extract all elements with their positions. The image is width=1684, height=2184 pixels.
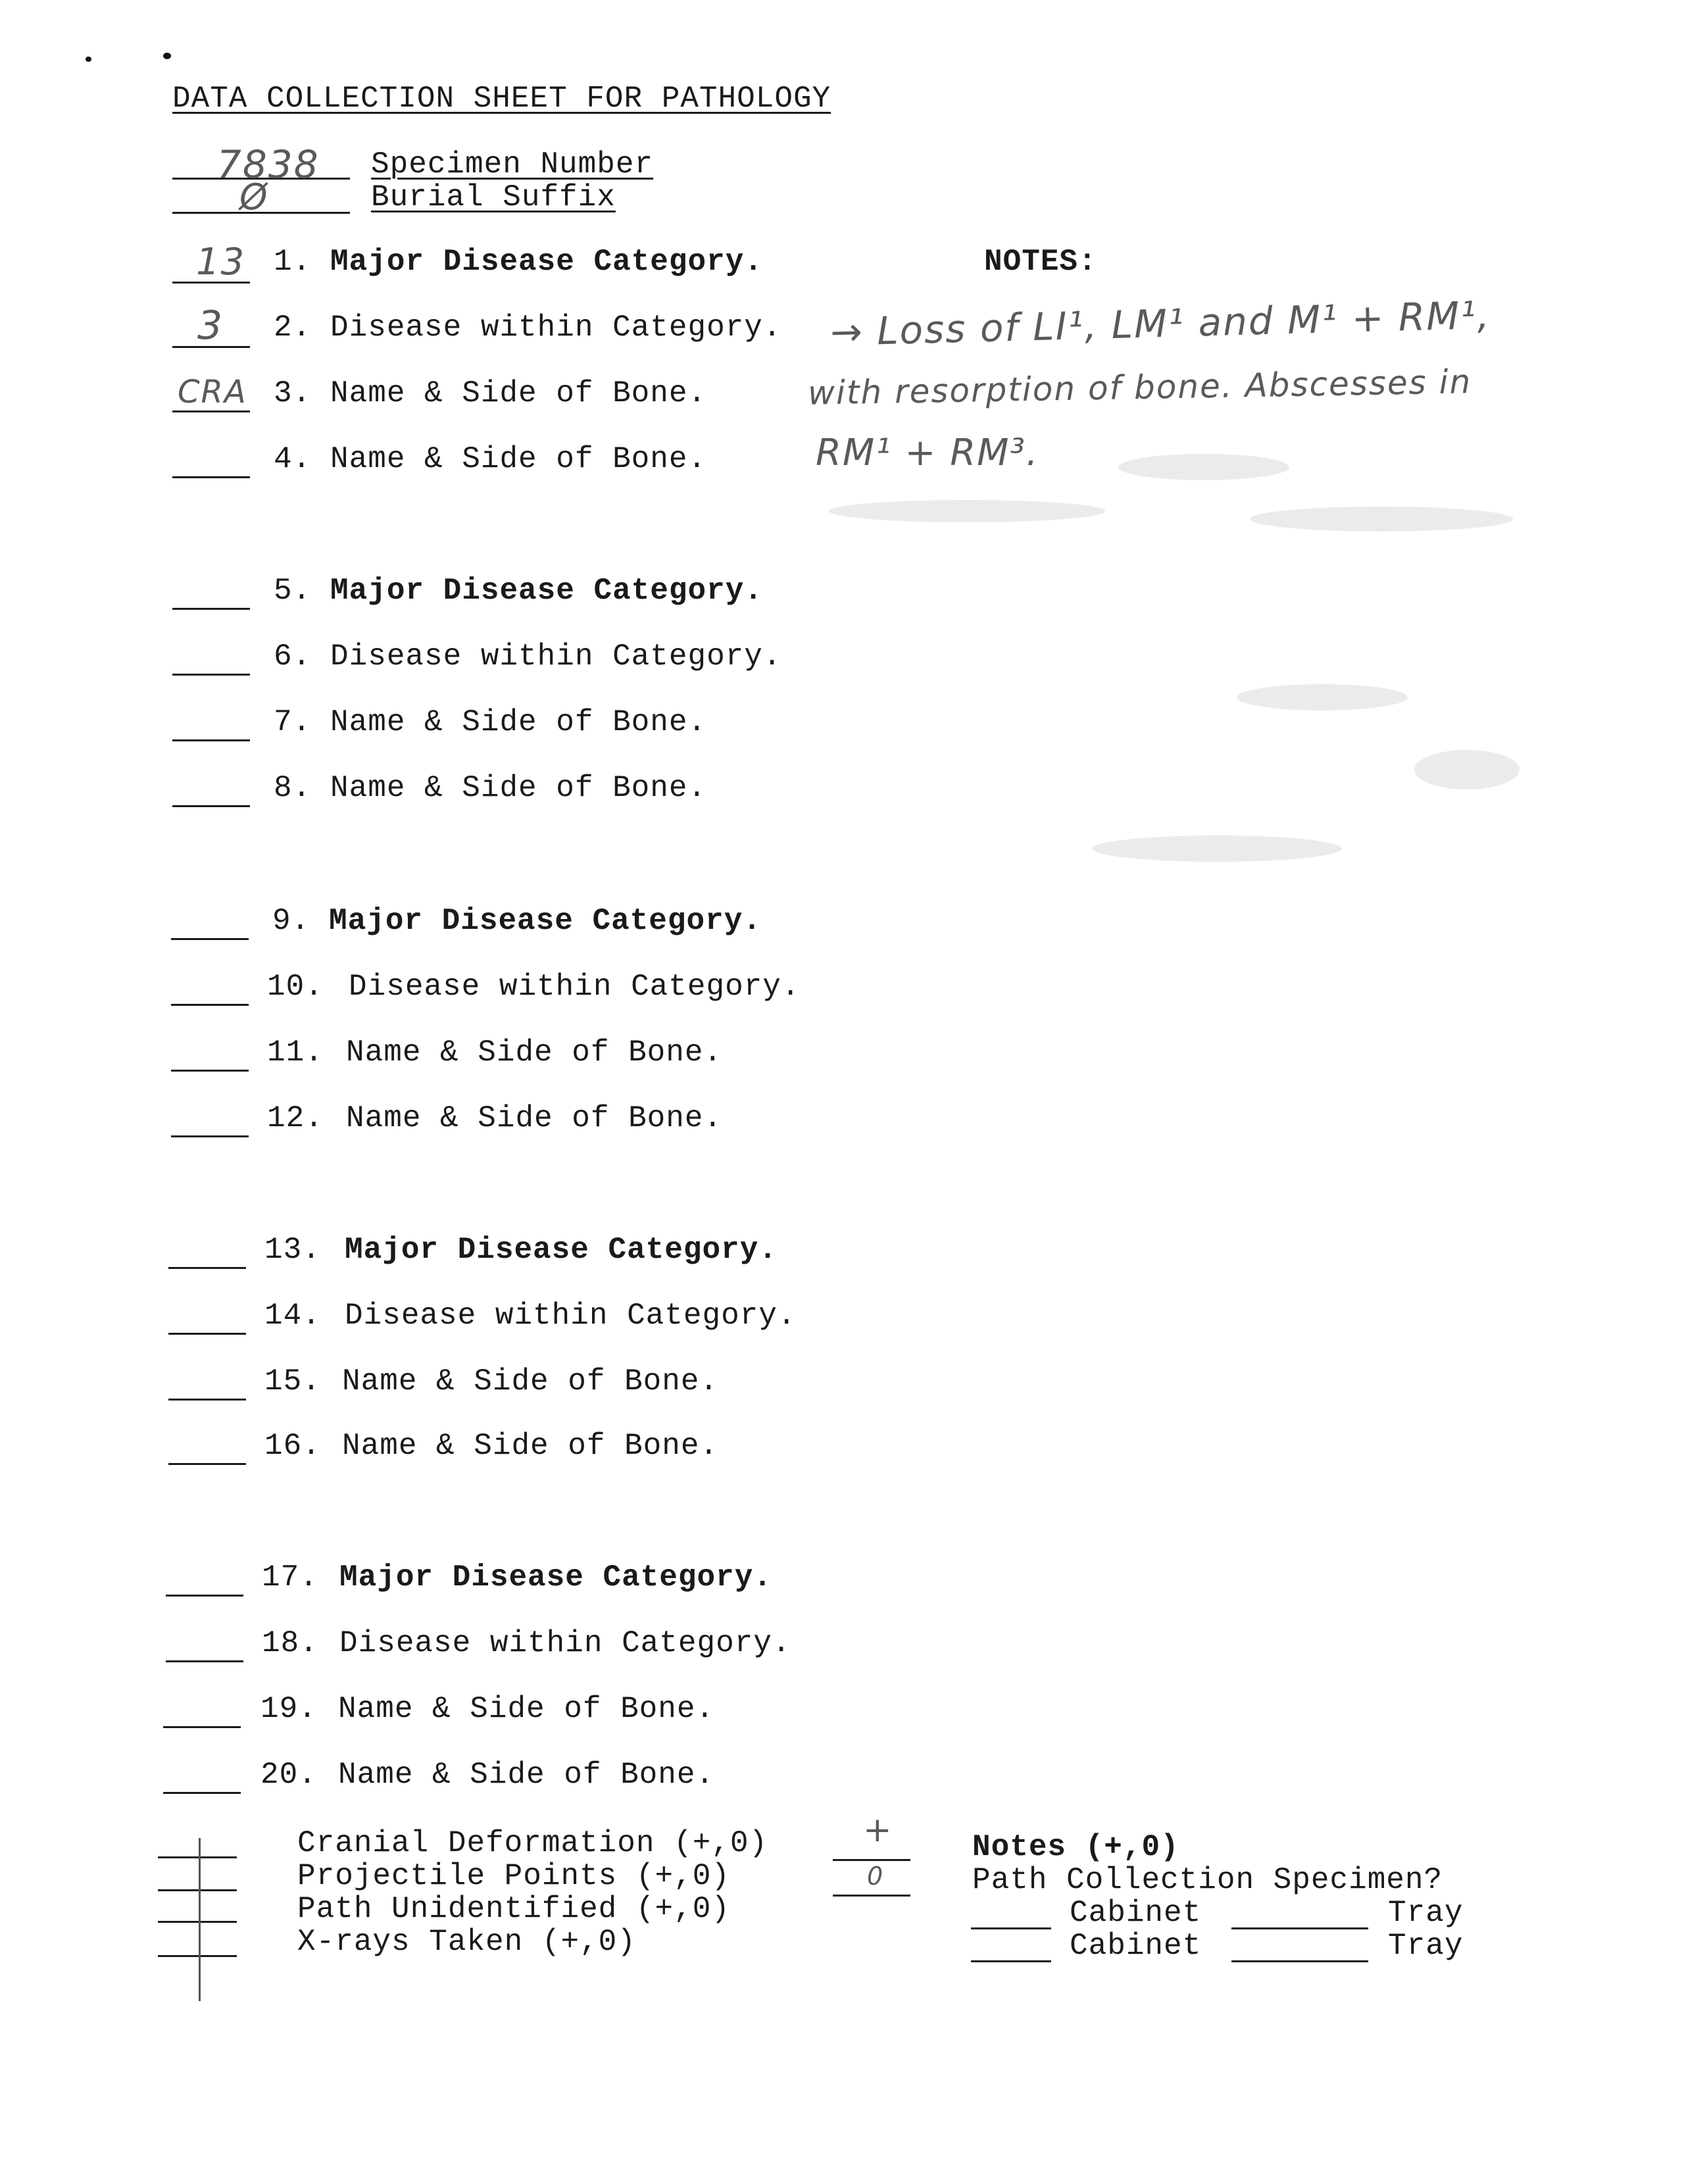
item-number: 12.	[267, 1101, 324, 1135]
item-number: 5.	[274, 574, 312, 608]
item-label: Name & Side of Bone.	[330, 705, 707, 739]
cabinet-blank[interactable]	[971, 1927, 1051, 1929]
specimen-number-value: 7838	[217, 142, 320, 187]
item-number: 16.	[264, 1429, 321, 1463]
item-blank[interactable]	[172, 608, 250, 610]
item-blank[interactable]	[168, 1333, 246, 1335]
item-label: Name & Side of Bone.	[342, 1364, 719, 1399]
item-number: 13.	[264, 1233, 321, 1267]
path-collection-check-blank[interactable]	[833, 1895, 910, 1897]
notes-check-value: +	[863, 1810, 893, 1850]
notes-check-label	[972, 1830, 1179, 1864]
check-blank[interactable]	[158, 1856, 237, 1858]
item-label: Name & Side of Bone.	[342, 1429, 719, 1463]
check-label-path-unidentified: Path Unidentified (+,0)	[297, 1892, 730, 1926]
item-number: 1.	[274, 245, 312, 279]
bleed-through-mark	[1118, 454, 1289, 480]
item-number: 19.	[260, 1692, 317, 1726]
item-number: 6.	[274, 639, 312, 674]
check-label-xrays: X-rays Taken (+,0)	[297, 1925, 636, 1959]
check-label-cranial: Cranial Deformation (+,0)	[297, 1826, 768, 1860]
bleed-through-mark	[1237, 684, 1408, 710]
tray-blank[interactable]	[1231, 1960, 1368, 1962]
item-label: Name & Side of Bone.	[330, 376, 707, 410]
check-blank[interactable]	[158, 1921, 237, 1923]
item-blank[interactable]	[172, 674, 250, 676]
tray-blank[interactable]	[1231, 1927, 1368, 1929]
item-blank[interactable]	[168, 1267, 246, 1269]
item-blank[interactable]	[166, 1660, 243, 1662]
notes-heading: NOTES:	[984, 245, 1097, 279]
handwritten-note-line-2: with resorption of bone. Abscesses in	[807, 362, 1472, 412]
item-blank[interactable]	[172, 476, 250, 478]
item-blank[interactable]	[172, 410, 250, 412]
handwritten-note-line-3: RM¹ + RM³.	[816, 432, 1039, 474]
item-number: 9.	[272, 904, 310, 938]
scan-speck	[163, 53, 171, 59]
page-title: DATA COLLECTION SHEET FOR PATHOLOGY	[172, 82, 831, 116]
item-blank[interactable]	[172, 739, 250, 741]
cabinet-blank[interactable]	[971, 1960, 1051, 1962]
check-tally-line	[199, 1838, 201, 2001]
item-blank[interactable]	[172, 805, 250, 807]
item-number: 14.	[264, 1299, 321, 1333]
item-number: 11.	[267, 1035, 324, 1070]
item-label: Major Disease Category.	[329, 904, 762, 938]
bleed-through-mark	[829, 500, 1105, 522]
item-number: 7.	[274, 705, 312, 739]
path-collection-check-value: 0	[867, 1862, 885, 1891]
bleed-through-mark	[1092, 835, 1342, 862]
bleed-through-mark	[1250, 507, 1513, 532]
item-label: Disease within Category.	[349, 970, 801, 1004]
item-number: 4.	[274, 442, 312, 476]
item-blank[interactable]	[171, 1070, 249, 1072]
item-blank[interactable]	[171, 1135, 249, 1137]
burial-suffix-label: Burial Suffix	[371, 180, 616, 214]
item-label: Major Disease Category.	[339, 1560, 772, 1595]
bleed-through-mark	[1414, 750, 1520, 789]
tray-label: Tray	[1388, 1896, 1464, 1930]
item-label: Disease within Category.	[345, 1299, 797, 1333]
item-blank[interactable]	[163, 1792, 241, 1794]
item-blank[interactable]	[166, 1595, 243, 1597]
tray-label: Tray	[1388, 1929, 1464, 1963]
item-value: CRA	[178, 374, 247, 410]
item-value: 13	[196, 241, 246, 284]
path-collection-question: Path Collection Specimen?	[972, 1863, 1443, 1897]
item-number: 8.	[274, 771, 312, 805]
item-number: 18.	[262, 1626, 318, 1660]
burial-suffix-value: Ø	[239, 176, 269, 218]
item-label: Disease within Category.	[339, 1626, 791, 1660]
notes-check-label-text: Notes (+,0)	[972, 1830, 1179, 1864]
check-label-projectile: Projectile Points (+,0)	[297, 1859, 730, 1893]
notes-check-blank[interactable]	[833, 1859, 910, 1861]
item-label: Name & Side of Bone.	[346, 1101, 723, 1135]
item-label: Major Disease Category.	[345, 1233, 778, 1267]
item-label: Major Disease Category.	[330, 245, 763, 279]
item-number: 20.	[260, 1758, 317, 1792]
cabinet-label: Cabinet	[1070, 1896, 1202, 1930]
item-number: 15.	[264, 1364, 321, 1399]
item-number: 17.	[262, 1560, 318, 1595]
item-blank[interactable]	[163, 1726, 241, 1728]
item-blank[interactable]	[171, 938, 249, 940]
check-blank[interactable]	[158, 1889, 237, 1891]
item-label: Major Disease Category.	[330, 574, 763, 608]
item-number: 2.	[274, 310, 312, 345]
item-blank[interactable]	[168, 1399, 246, 1401]
item-blank[interactable]	[168, 1463, 246, 1465]
handwritten-note-line-1: → Loss of LI¹, LM¹ and M¹ + RM¹,	[830, 292, 1491, 355]
item-label: Name & Side of Bone.	[338, 1692, 715, 1726]
item-label: Disease within Category.	[330, 310, 782, 345]
item-label: Disease within Category.	[330, 639, 782, 674]
cabinet-label: Cabinet	[1070, 1929, 1202, 1963]
item-value: 3	[197, 303, 224, 349]
item-label: Name & Side of Bone.	[338, 1758, 715, 1792]
item-blank[interactable]	[171, 1004, 249, 1006]
item-label: Name & Side of Bone.	[330, 442, 707, 476]
specimen-number-label: Specimen Number	[371, 147, 654, 182]
item-number: 10.	[267, 970, 324, 1004]
scan-speck	[86, 57, 91, 62]
item-number: 3.	[274, 376, 312, 410]
item-label: Name & Side of Bone.	[346, 1035, 723, 1070]
item-label: Name & Side of Bone.	[330, 771, 707, 805]
check-blank[interactable]	[158, 1955, 237, 1957]
